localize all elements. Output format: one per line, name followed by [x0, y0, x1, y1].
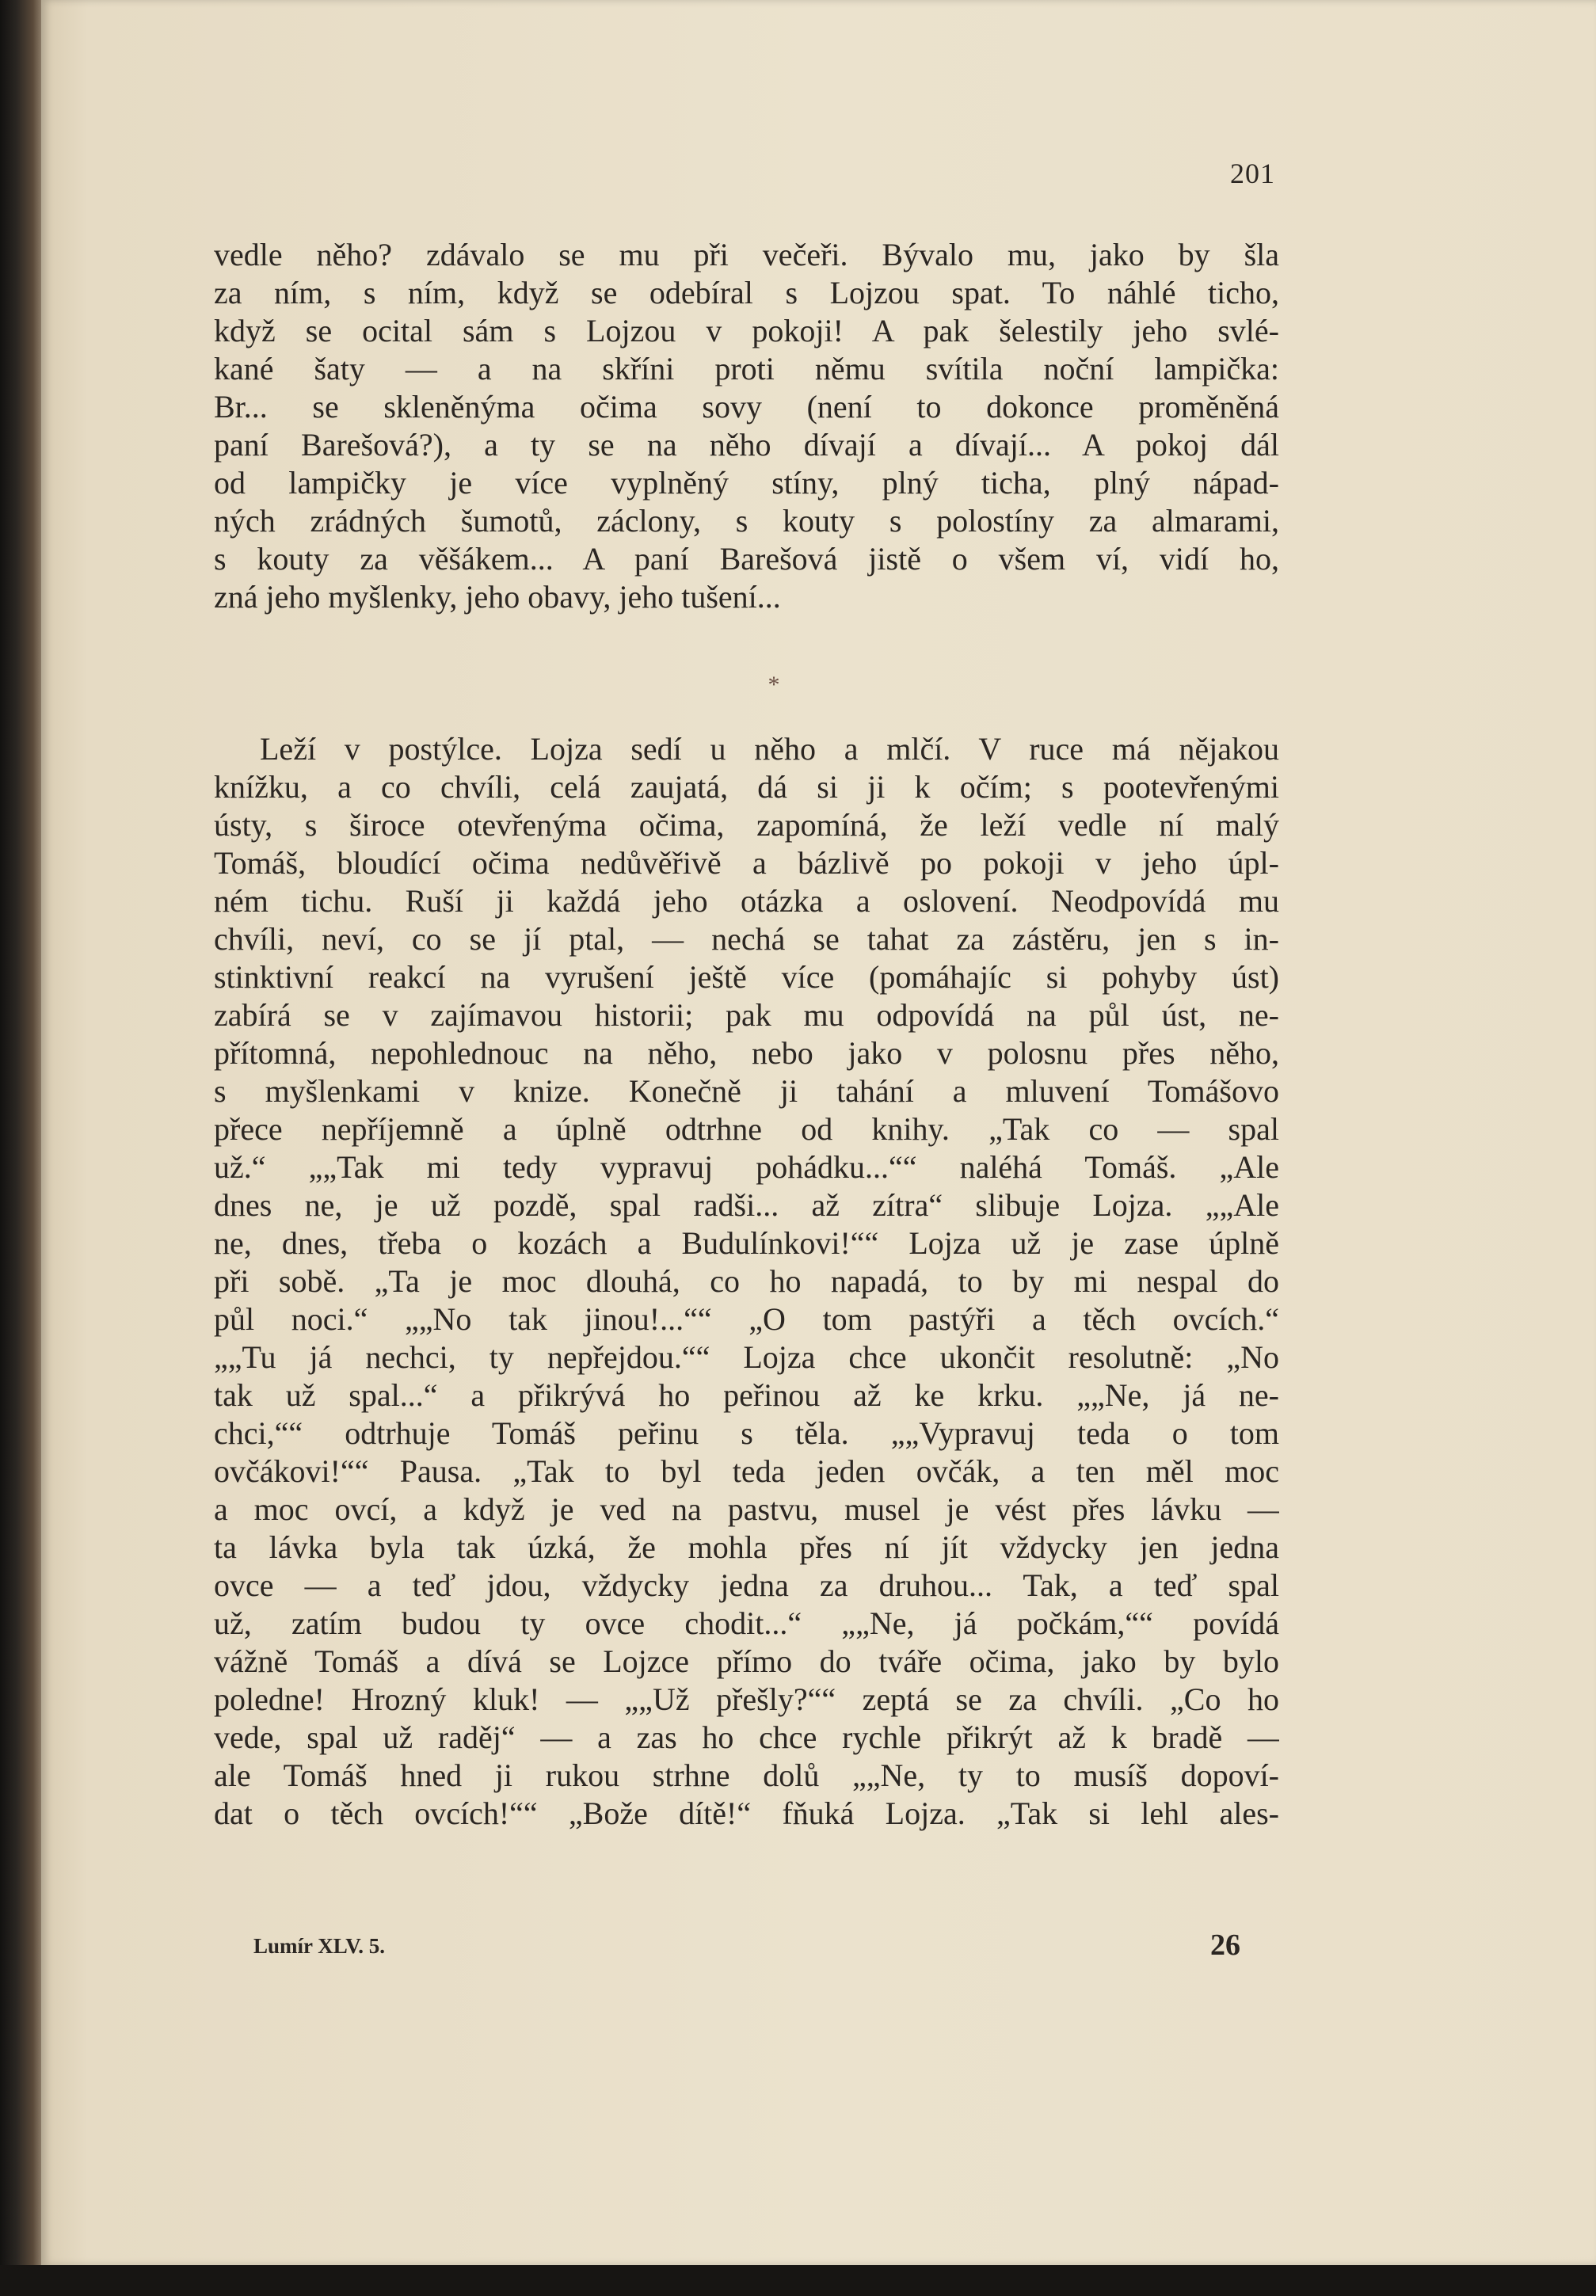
text-line: ne, dnes, třeba o kozách a Budulínkovi!““ Lojza už je zase úplně [214, 1225, 1279, 1261]
text-line: vedle něho? zdávalo se mu při večeři. Bývalo mu, jako by šla [214, 237, 1279, 272]
text-line: poledne! Hrozný kluk! — „„Už přešly?““ zeptá se za chvíli. „Co ho [214, 1681, 1279, 1717]
text-line: za ním, s ním, když se odebíral s Lojzou spat. To náhlé ticho, [214, 275, 1279, 310]
text-line: přítomná, nepohlednouc na něho, nebo jako v polosnu přes něho, [214, 1035, 1279, 1071]
text-line: ovčákovi!““ Pausa. „Tak to byl teda jeden ovčák, a ten měl moc [214, 1453, 1279, 1489]
text-line: když se ocital sám s Lojzou v pokoji! A pak šelestily jeho svlé- [214, 313, 1279, 348]
text-line: knížku, a co chvíli, celá zaujatá, dá si ji k očím; s pootevřenými [214, 769, 1279, 805]
text-line: ovce — a teď jdou, vždycky jedna za druhou... Tak, a teď spal [214, 1567, 1279, 1603]
text-line: vážně Tomáš a dívá se Lojzce přímo do tváře očima, jako by bylo [214, 1643, 1279, 1679]
book-page [41, 0, 1596, 2265]
text-line: zabírá se v zajímavou historii; pak mu odpovídá na půl úst, ne- [214, 997, 1279, 1033]
footer-sheet-number: 26 [1210, 1929, 1240, 1962]
text-line: od lampičky je více vyplněný stíny, plný ticha, plný nápad- [214, 465, 1279, 501]
text-line: přece nepříjemně a úplně odtrhne od knihy. „Tak co — spal [214, 1111, 1279, 1147]
text-line: vede, spal už raděj“ — a zas ho chce rychle přikrýt až k bradě — [214, 1719, 1279, 1755]
footer-signature: Lumír XLV. 5. [253, 1934, 386, 1958]
text-line: tak už spal...“ a přikrývá ho peřinou až ke krku. „„Ne, já ne- [214, 1377, 1279, 1413]
text-line: s kouty za věšákem... A paní Barešová jistě o všem ví, vidí ho, [214, 541, 1279, 577]
text-line: kané šaty — a na skříni proti němu svítila noční lampička: [214, 351, 1279, 386]
section-separator: * [768, 672, 780, 698]
text-line: Leží v postýlce. Lojza sedí u něho a mlčí. V ruce má nějakou [260, 731, 1279, 767]
text-line: půl noci.“ „„No tak jinou!...““ „O tom pastýři a těch ovcích.“ [214, 1301, 1279, 1337]
book-spine [0, 0, 41, 2296]
text-line: zná jeho myšlenky, jeho obavy, jeho tušení... [214, 579, 781, 615]
text-line: už, zatím budou ty ovce chodit...“ „„Ne, já počkám,““ povídá [214, 1605, 1279, 1641]
text-line: dnes ne, je už pozdě, spal radši... až zítra“ slibuje Lojza. „„Ale [214, 1187, 1279, 1223]
text-line: chci,““ odtrhuje Tomáš peřinu s těla. „„Vypravuj teda o tom [214, 1415, 1279, 1451]
text-line: ných zrádných šumotů, záclony, s kouty s polostíny za almarami, [214, 503, 1279, 539]
text-line: „„Tu já nechci, ty nepřejdou.““ Lojza chce ukončit resolutně: „No [214, 1339, 1279, 1375]
text-line: při sobě. „Ta je moc dlouhá, co ho napadá, to by mi nespal do [214, 1263, 1279, 1299]
paragraph-2 [214, 730, 1279, 1833]
text-line: už.“ „„Tak mi tedy vypravuj pohádku...““ naléhá Tomáš. „Ale [214, 1149, 1279, 1185]
text-line: ústy, s široce otevřenýma očima, zapomíná, že leží vedle ní malý [214, 807, 1279, 843]
text-line: Tomáš, bloudící očima nedůvěřivě a bázlivě po pokoji v jeho úpl- [214, 845, 1279, 881]
text-line: stinktivní reakcí na vyrušení ještě více (pomáhajíc si pohyby úst) [214, 959, 1279, 995]
text-line: s myšlenkami v knize. Konečně ji tahání a mluvení Tomášovo [214, 1073, 1279, 1109]
text-line: dat o těch ovcích!““ „Bože dítě!“ fňuká Lojza. „Tak si lehl ales- [214, 1795, 1279, 1831]
page-bottom-edge [0, 2265, 1596, 2296]
text-line: ale Tomáš hned ji rukou strhne dolů „„Ne, ty to musíš dopoví- [214, 1757, 1279, 1793]
page-number: 201 [1230, 158, 1275, 189]
paragraph-1 [214, 236, 1279, 616]
text-line: chvíli, neví, co se jí ptal, — nechá se tahat za zástěru, jen s in- [214, 921, 1279, 957]
text-line: paní Barešová?), a ty se na něho dívají a dívají... A pokoj dál [214, 427, 1279, 463]
text-line: Br... se skleněnýma očima sovy (není to dokonce proměněná [214, 389, 1279, 425]
text-line: a moc ovcí, a když je ved na pastvu, musel je vést přes lávku — [214, 1491, 1279, 1527]
text-line: ném tichu. Ruší ji každá jeho otázka a oslovení. Neodpovídá mu [214, 883, 1279, 919]
text-line: ta lávka byla tak úzká, že mohla přes ní jít vždycky jen jedna [214, 1529, 1279, 1565]
